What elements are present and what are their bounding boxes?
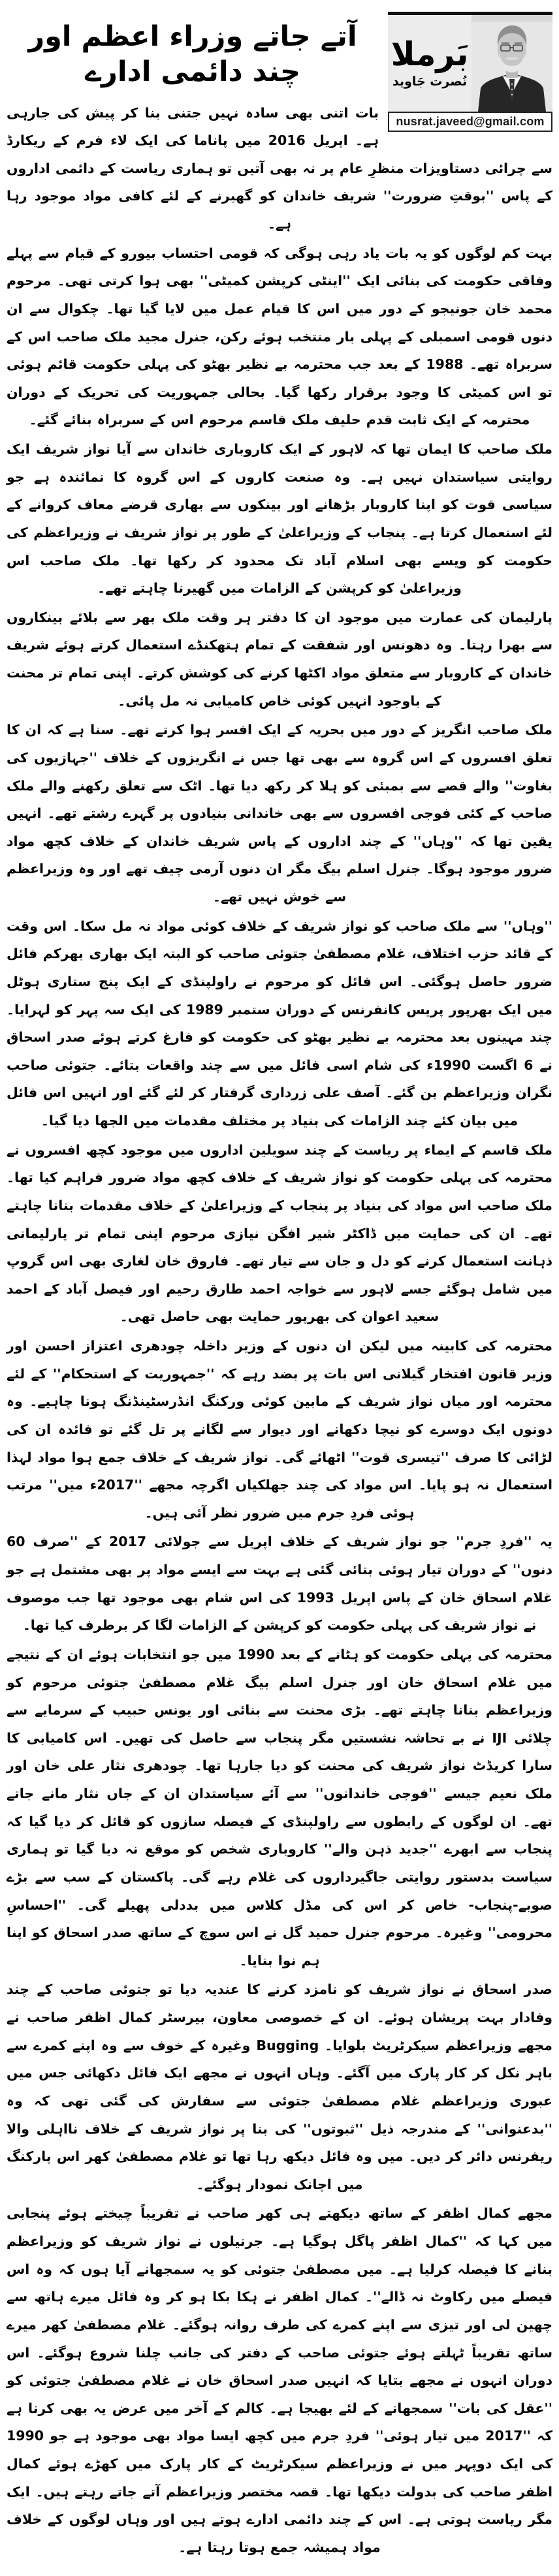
article-paragraph: ملک صاحب انگریز کے دور میں بحریہ کے ایک افسر ہوا کرتے تھے۔ سنا ہے کہ ان کا تعلق افسروں کے اس گروہ سے بھی تھا جس نے انگریزوں کے خلاف ''جہازیوں کی بغاوت'' والے قصے سے بمبئی کو ہلا کر رکھ دیا تھا۔ اٹک سے تعلق رکھنے والے ملک صاحب کے کئی فوجی افسروں سے بھی خاندانی بنیادوں پر گہرے رشتے تھے۔ انہیں یقین تھا کہ ''وہاں'' کے چند اداروں کے پاس شریف خاندان کے خلاف کچھ مواد ضرور موجود ہوگا۔ جنرل اسلم بیگ مگر ان دنوں آرمی چیف تھے اور وہ وزیراعظم سے خوش نہیں تھے۔ [7,722,552,905]
author-name: نُصرت جَاوید [392,74,468,89]
article-paragraph: محترمہ کی کابینہ میں لیکن ان دنوں کے وزیر داخلہ چودھری اعتزاز احسن اور وزیر قانون افتخار گیلانی اس بات پر بضد رہے کہ ''جمہوریت کے استحکام'' کے لئے محترمہ اور میاں نواز شریف کے مابین کوئی ورکنگ انڈرسٹینڈنگ ہونا چاہیے۔ وہ دونوں ایک دوسرے کو نیچا دکھانے اور دیوار سے لگانے پر تل گئے تو فائدہ ان کی لڑائی کا صرف ''تیسری قوت'' اٹھائے گی۔ نواز شریف کے خلاف جمع ہوا مواد لہذا استعمال نہ ہو پایا۔ اس مواد کی چند جھلکیاں اگرچہ مجھے ''2017ء میں'' مرتب ہوئی فردِ جرم میں ضرور نظر آئی ہیں۔ [7,1338,552,1521]
article-paragraph: محترمہ کی پہلی حکومت کو ہٹانے کے بعد 1990 میں جو انتخابات ہوئے ان کے نتیجے میں غلام اسحاق خان اور جنرل اسلم بیگ غلام مصطفیٰ جتوئی مرحوم کو وزیراعظم بنانا چاہتے تھے۔ بڑی محنت سے بنائی اور یونس حبیب کے سرمایے سے چلائی IJI نے بے تحاشہ نشستیں مگر پنجاب سے حاصل کی تھیں۔ اس کامیابی کا سارا کریڈٹ نواز شریف کی محنت کو دیا جارہا تھا۔ چودھری نثار علی خان اور ملک نعیم جیسے ''فوجی خاندانوں'' سے آئے سیاستدان ان کے جاں نثار مانے جاتے تھے۔ ان لوگوں کے رابطوں سے راولپنڈی کے فیصلہ سازوں کو قائل کر دیا گیا کہ پنجاب سے ابھرے ''جدید ذہن والے'' کاروباری شخص کو موقع نہ دیا گیا تو ہماری سیاست بدستور روایتی جاگیرداروں کی غلام رہے گی۔ پاکستان کے سب سے بڑے صوبے-پنجاب- خاص کر اس کی مڈل کلاس میں بددلی پھیلے گی۔ ''احساسِ محرومی'' وغیرہ۔ مرحوم جنرل حمید گل نے اس سوچ کے ساتھ صدر اسحاق کو اپنا ہم نوا بنایا۔ [7,1646,553,1968]
article-body [7,99,552,2562]
article-paragraph: پارلیمان کی عمارت میں موجود ان کا دفتر ہر وقت ملک بھر سے بلائے بینکاروں سے بھرا رہتا۔ وہ دھونس اور شفقت کے تمام ہتھکنڈے استعمال کرتے ہوئے شریف خاندان کے کاروبار سے متعلق مواد اکٹھا کرنے کی کوشش کرتے۔ اپنی تمام تر محنت کے باوجود انہیں کوئی خاص کامیابی نہ مل پائی۔ [7,609,552,709]
article-paragraph: یہ ''فردِ جرم'' جو نواز شریف کے خلاف اپریل سے جولائی 2017 کے ''صرف 60 دنوں'' کے دوران تیار ہوئی بتائی گئی ہے بہت سے ایسے مواد پر بھی مشتمل ہے جو غلام اسحاق خان کے پاس اپریل 1993 کی اس شام بھی موجود تھا جب موصوف نے نواز شریف کی پہلی حکومت کو کرپشن کے الزامات لگا کر برطرف کیا تھا۔ [7,1534,552,1634]
columnist-portrait-photo [471,15,552,112]
author-email: nusrat.javeed@gmail.com [388,112,552,132]
article-paragraph: ''وہاں'' سے ملک صاحب کو نواز شریف کے خلاف کوئی مواد نہ مل سکا۔ اس وقت کے قائد حزب اختلاف، غلام مصطفیٰ جتوئی صاحب کو البتہ ایک بھاری بھرکم فائل ضرور حاصل ہوگئی۔ اس فائل کو مرحوم نے راولپنڈی کے ایک پنج ستاری ہوٹل میں ایک بھرپور پریس کانفرنس کے دوران ستمبر 1989 کی ایک سہ پہر کو لہرایا۔ چند مہینوں بعد محترمہ بے نظیر بھٹو کی حکومت کو فارغ کرتے ہوئے صدر اسحاق نے 6 اگست 1990ء کی شام اسی فائل میں سے چند واقعات بتائے۔ جتوئی صاحب نگران وزیراعظم بن گئے۔ آصف علی زرداری گرفتار کر لئے گئے اور انہیں اس فائل میں بیان کئے چند الزامات کی بنیاد پر مختلف مقدمات میں الجھا دیا گیا۔ [7,918,552,1128]
article-paragraph: بات اتنی بھی سادہ نہیں جتنی بنا کر پیش کی جارہی ہے۔ اپریل 2016 میں پاناما کی ایک لاء فرم کے ریکارڈ سے چرائی دستاویزات منظرِ عام پر نہ بھی آتیں تو ہماری ریاست کے دائمی اداروں کے پاس ''بوقتِ ضرورت'' شریف خاندان کو گھیرنے کے لئے کافی مواد موجود رہا ہے۔ [7,104,552,232]
article-paragraph: مجھے کمال اظفر کے ساتھ دیکھتے ہی کھر صاحب نے تقریباً چیختے ہوئے پنجابی میں کہا کہ ''کمال اظفر پاگل ہوگیا ہے۔ جرنیلوں نے نواز شریف کو وزیراعظم بنانے کا فیصلہ کرلیا ہے۔ میں مصطفیٰ جتوئی کو یہ سمجھانے آیا ہوں کہ وہ اس فیصلے میں رکاوٹ نہ ڈالے''۔ کمال اظفر نے ہکا بکا ہو کر وہ فائل میرے ہاتھ سے چھین لی اور تیزی سے اپنے کمرے کی طرف روانہ ہوگئے۔ غلام مصطفیٰ کھر میرے ساتھ تقریباً ٹہلتے ہوئے جتوئی صاحب کے دفتر کی جانب چلنا شروع ہوگئے۔ اس دوران انہوں نے مجھے بتایا کہ انہیں صدر اسحاق خان نے غلام مصطفیٰ جتوئی کو ''عقل کی بات'' سمجھانے کے لئے بھیجا ہے۔ کالم کے آخر میں عرض یہ بھی کرنا ہے کہ ''2017 میں تیار ہوئی'' فردِ جرم میں کچھ ایسا مواد بھی موجود ہے جو 1990 کی ایک دوپہر میں نے وزیراعظم سیکرٹریٹ کے کار پارک میں کھڑے ہوئے کمال اظفر صاحب کی بدولت دیکھا تھا۔ قصہ مختصر وزیراعظم آتے جاتے رہتے ہیں۔ ایک مگر ریاست ہوتی ہے۔ اس کے چند دائمی ادارے ہوتے ہیں اور وہاں لوگوں کے خلاف مواد ہمیشہ جمع ہوتا رہتا ہے۔ [7,2205,552,2555]
masthead-block [388,12,552,132]
column-name: بَرملا [391,35,469,73]
masthead-photo-row [388,12,552,112]
article-paragraph: ملک صاحب کا ایمان تھا کہ لاہور کے ایک کاروباری خاندان سے آیا نواز شریف ایک روایتی سیاستدان نہیں ہے۔ وہ صنعت کاروں کے اس گروہ کا نمائندہ ہے جو سیاسی قوت کو اپنا کاروبار بڑھانے اور بینکوں سے بھاری قرضے معاف کروانے کے لئے استعمال کرتا ہے۔ پنجاب کے وزیراعلیٰ کے طور پر نواز شریف نے وزیراعظم کی حکومت کو ویسے بھی اسلام آباد تک محدود کر رکھا تھا۔ ملک صاحب اس وزیراعلیٰ کو کرپشن کے الزامات میں گھیرنا چاہتے تھے۔ [7,441,552,597]
article-paragraph: صدر اسحاق نے نواز شریف کو نامزد کرنے کا عندیہ دیا تو جتوئی صاحب کے چند وفادار بہت پریشان ہوئے۔ ان کے خصوصی معاون، بیرسٹر کمال اظفر صاحب نے مجھے وزیراعظم سیکرٹریٹ بلوایا۔ Bugging وغیرہ کے خوف سے وہ اپنے کمرے سے باہر نکل کر کار پارک میں آگئے۔ وہاں انہوں نے مجھے ایک فائل دکھائی جس میں عبوری وزیراعظم غلام مصطفیٰ جتوئی سے سفارش کی گئی تھی کہ وہ ''بدعنوانی'' کے مندرجہ ذیل ''ثبوتوں'' کی بنا پر نواز شریف کے خلاف نااہلی والا ریفرنس دائر کر دیں۔ میں وہ فائل دیکھ رہا تھا تو غلام مصطفیٰ کھر اس پارکنگ میں اچانک نمودار ہوگئے۔ [7,1981,552,2192]
article-paragraph: بہت کم لوگوں کو یہ بات یاد رہی ہوگی کہ قومی احتساب بیورو کے قیام سے پہلے وفاقی حکومت کی بنائی ایک ''اینٹی کرپشن کمیٹی'' بھی ہوا کرتی تھی۔ مرحوم محمد خان جونیجو کے دور میں اس کا قیام عمل میں لایا گیا تھا۔ چکوال سے ان دنوں قومی اسمبلی کے پہلی بار منتخب ہوئے رکن، جنرل مجید ملک صاحب اس کے سربراہ تھے۔ 1988 کے بعد جب محترمہ بے نظیر بھٹو کی پہلی حکومت قائم ہوئی تو اس کمیٹی کا وجود برقرار رکھا گیا۔ بحالی جمہوریت کی تحریک کے دوران محترمہ کے ایک ثابت قدم حلیف ملک قاسم مرحوم اس کے سربراہ بنائے گئے۔ [7,245,552,428]
portrait-illustration [471,15,552,112]
article-title: آتے جاتے وزراء اعظم اور چند دائمی ادارے [28,20,357,88]
article-paragraph: ملک قاسم کے ایماء پر ریاست کے چند سویلین اداروں میں موجود کچھ افسروں نے محترمہ کی پہلی حکومت کو نواز شریف کے خلاف کچھ مواد ضرور فراہم کیا تھا۔ ملک صاحب اس مواد کی بنیاد پر پنجاب کے وزیراعلیٰ کے خلاف مقدمات بنانا چاہتے تھے۔ ان کی حمایت میں ڈاکٹر شیر افگن نیازی مرحوم اپنی تمام تر پارلیمانی ذہانت استعمال کرنے کو دل و جان سے تیار تھے۔ فاروق خان لغاری بھی اس گروپ میں شامل ہوگئے جسے لاہور سے خواجہ احمد طارق رحیم اور فیصل آباد کے احمد سعید اعوان کی بھرپور حمایت بھی حاصل تھی۔ [7,1141,552,1325]
column-logo-panel [388,15,471,112]
